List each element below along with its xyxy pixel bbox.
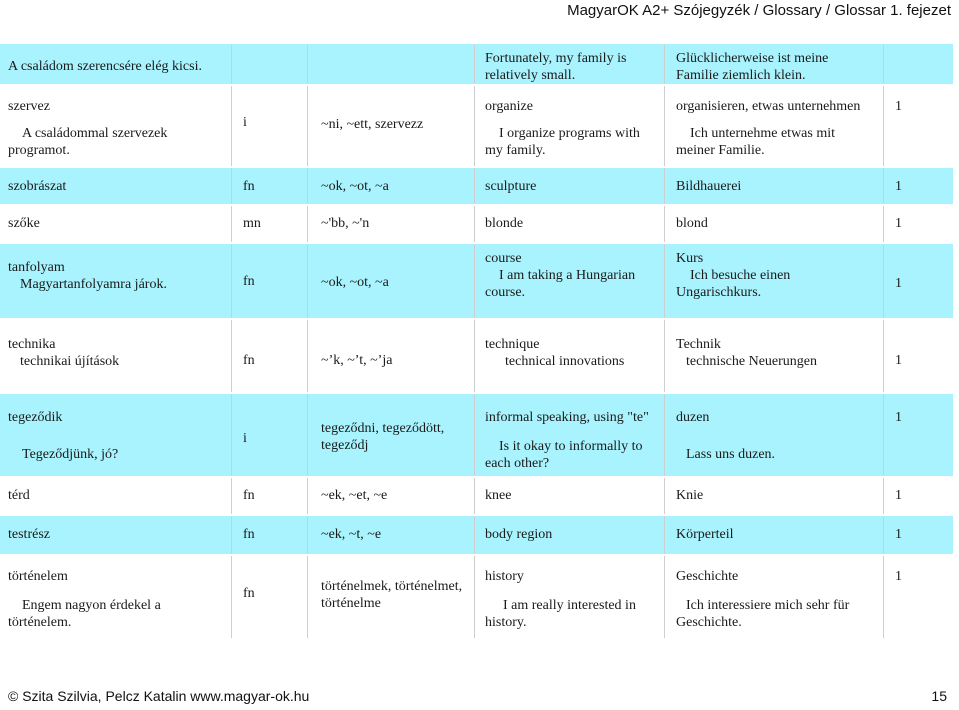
hungarian-cell: [0, 206, 232, 242]
table-row: [0, 394, 953, 476]
hungarian-word: tegeződik: [8, 410, 63, 425]
chapter-cell: [885, 478, 953, 514]
chapter-cell: [885, 44, 953, 84]
chapter-cell: [885, 516, 953, 554]
hungarian-example: Engem nagyon érdekel a: [22, 598, 161, 613]
word-forms: tegeződni, tegeződött,: [321, 421, 445, 436]
german-example: Ungarischkurs.: [676, 285, 762, 300]
german-word: duzen: [676, 410, 710, 425]
word-type: fn: [243, 179, 255, 194]
german-example: Familie ziemlich klein.: [676, 68, 806, 83]
english-word: course: [485, 251, 522, 266]
english-cell: [476, 556, 665, 638]
word-forms: történelmek, történelmet,: [321, 579, 463, 594]
table-row: [0, 44, 953, 84]
word-type: i: [243, 115, 247, 130]
table-row: [0, 206, 953, 242]
hungarian-word: szervez: [8, 99, 50, 114]
chapter-cell: [885, 244, 953, 318]
german-cell: [666, 168, 884, 204]
german-cell: [666, 478, 884, 514]
english-cell: [476, 44, 665, 84]
hungarian-cell: [0, 168, 232, 204]
english-word: technique: [485, 337, 540, 352]
hungarian-cell: [0, 556, 232, 638]
german-example: Geschichte.: [676, 615, 742, 630]
german-example: Lass uns duzen.: [686, 447, 776, 462]
chapter-cell: [885, 556, 953, 638]
german-cell: [666, 394, 884, 476]
word-type-cell: [233, 320, 308, 392]
english-word: sculpture: [485, 179, 537, 194]
word-type: fn: [243, 353, 255, 368]
word-type: fn: [243, 274, 255, 289]
hungarian-word: szőke: [8, 216, 40, 231]
english-cell: [476, 206, 665, 242]
chapter-cell: [885, 86, 953, 166]
english-word: history: [485, 569, 524, 584]
english-word: knee: [485, 488, 512, 503]
hungarian-cell: [0, 320, 232, 392]
forms-cell: [309, 394, 475, 476]
chapter-number: 1: [895, 488, 902, 503]
table-row: [0, 86, 953, 166]
chapter-number: 1: [895, 179, 902, 194]
page-number: 15: [931, 688, 947, 704]
forms-cell: [309, 44, 475, 84]
english-example: my family.: [485, 143, 546, 158]
german-example: Glücklicherweise ist meine: [676, 51, 829, 66]
word-type-cell: [233, 394, 308, 476]
german-word: blond: [676, 216, 708, 231]
german-cell: [666, 206, 884, 242]
chapter-number: 1: [895, 410, 902, 425]
hungarian-word: történelem: [8, 569, 68, 584]
hungarian-example: Magyartanfolyamra járok.: [20, 277, 167, 292]
chapter-cell: [885, 394, 953, 476]
german-word: Geschichte: [676, 569, 739, 584]
german-example: Ich besuche einen: [690, 268, 791, 283]
english-example: I am really interested in: [503, 598, 636, 613]
word-type-cell: [233, 478, 308, 514]
chapter-number: 1: [895, 216, 902, 231]
german-cell: [666, 244, 884, 318]
chapter-cell: [885, 168, 953, 204]
english-cell: [476, 478, 665, 514]
german-cell: [666, 86, 884, 166]
hungarian-example: A családommal szervezek: [22, 126, 168, 141]
german-word: Knie: [676, 488, 704, 503]
word-forms: ~ek, ~et, ~e: [321, 488, 388, 503]
english-example: history.: [485, 615, 527, 630]
table-row: [0, 516, 953, 554]
hungarian-word: technika: [8, 337, 56, 352]
word-type: fn: [243, 527, 255, 542]
hungarian-cell: [0, 394, 232, 476]
forms-cell: [309, 516, 475, 554]
english-example: relatively small.: [485, 68, 576, 83]
hungarian-example: technikai újítások: [20, 354, 120, 369]
english-cell: [476, 168, 665, 204]
german-cell: [666, 44, 884, 84]
german-cell: [666, 516, 884, 554]
german-cell: [666, 556, 884, 638]
chapter-number: 1: [895, 276, 902, 291]
german-example: Ich unternehme etwas mit: [690, 126, 836, 141]
table-row: [0, 556, 953, 638]
word-forms: ~ek, ~t, ~e: [321, 527, 382, 542]
german-word: organisieren, etwas unternehmen: [676, 99, 861, 114]
english-word: blonde: [485, 216, 524, 231]
forms-cell: [309, 478, 475, 514]
word-type-cell: [233, 244, 308, 318]
forms-cell: [309, 244, 475, 318]
table-row: [0, 168, 953, 204]
english-cell: [476, 516, 665, 554]
word-forms: tegeződj: [321, 438, 369, 453]
german-word: Bildhauerei: [676, 179, 742, 194]
forms-cell: [309, 320, 475, 392]
hungarian-example: A családom szerencsére elég kicsi.: [8, 59, 202, 74]
english-word: body region: [485, 527, 553, 542]
hungarian-word: tanfolyam: [8, 260, 65, 275]
word-forms: történelme: [321, 596, 381, 611]
word-type: fn: [243, 488, 255, 503]
hungarian-cell: [0, 244, 232, 318]
english-word: organize: [485, 99, 533, 114]
chapter-cell: [885, 206, 953, 242]
word-type-cell: [233, 516, 308, 554]
german-example: meiner Familie.: [676, 143, 765, 158]
german-cell: [666, 320, 884, 392]
hungarian-example: Tegeződjünk, jó?: [22, 447, 119, 462]
word-forms: ~'bb, ~'n: [321, 216, 370, 231]
word-type-cell: [233, 206, 308, 242]
footer-authors: © Szita Szilvia, Pelcz Katalin www.magyar-ok.hu: [8, 688, 310, 704]
hungarian-word: szobrászat: [8, 179, 67, 194]
word-forms: ~ok, ~ot, ~a: [321, 275, 389, 290]
table-row: [0, 478, 953, 514]
german-example: technische Neuerungen: [686, 354, 817, 369]
english-example: course.: [485, 285, 526, 300]
chapter-number: 1: [895, 569, 902, 584]
hungarian-word: testrész: [8, 527, 50, 542]
hungarian-cell: [0, 516, 232, 554]
hungarian-cell: [0, 478, 232, 514]
english-cell: [476, 244, 665, 318]
english-example: technical innovations: [505, 354, 625, 369]
forms-cell: [309, 206, 475, 242]
hungarian-cell: [0, 86, 232, 166]
english-word: informal speaking, using "te": [485, 410, 649, 425]
english-example: Fortunately, my family is: [485, 51, 627, 66]
english-cell: [476, 320, 665, 392]
chapter-cell: [885, 320, 953, 392]
chapter-number: 1: [895, 99, 902, 114]
word-type: i: [243, 431, 247, 446]
english-example: I am taking a Hungarian: [499, 268, 636, 283]
forms-cell: [309, 168, 475, 204]
english-cell: [476, 86, 665, 166]
hungarian-example: programot.: [8, 143, 70, 158]
word-type: mn: [243, 216, 261, 231]
english-example: Is it okay to informally to: [499, 439, 643, 454]
chapter-number: 1: [895, 353, 902, 368]
word-forms: ~ni, ~ett, szervezz: [321, 117, 424, 132]
word-type: fn: [243, 586, 255, 601]
table-row: [0, 320, 953, 392]
english-example: I organize programs with: [499, 126, 640, 141]
german-word: Technik: [676, 337, 721, 352]
word-type-cell: [233, 556, 308, 638]
hungarian-cell: [0, 44, 232, 84]
table-row: [0, 244, 953, 318]
hungarian-word: térd: [8, 488, 30, 503]
english-cell: [476, 394, 665, 476]
chapter-number: 1: [895, 527, 902, 542]
word-forms: ~ok, ~ot, ~a: [321, 179, 389, 194]
word-type-cell: [233, 86, 308, 166]
german-word: Körperteil: [676, 527, 734, 542]
german-example: Ich interessiere mich sehr für: [686, 598, 850, 613]
word-type-cell: [233, 168, 308, 204]
hungarian-example: történelem.: [8, 615, 72, 630]
word-type-cell: [233, 44, 308, 84]
english-example: each other?: [485, 456, 550, 471]
german-word: Kurs: [676, 251, 704, 266]
forms-cell: [309, 556, 475, 638]
page-header: MagyarOK A2+ Szójegyzék / Glossary / Glossar 1. fejezet: [567, 2, 951, 19]
forms-cell: [309, 86, 475, 166]
word-forms: ~’k, ~’t, ~’ja: [321, 353, 393, 368]
